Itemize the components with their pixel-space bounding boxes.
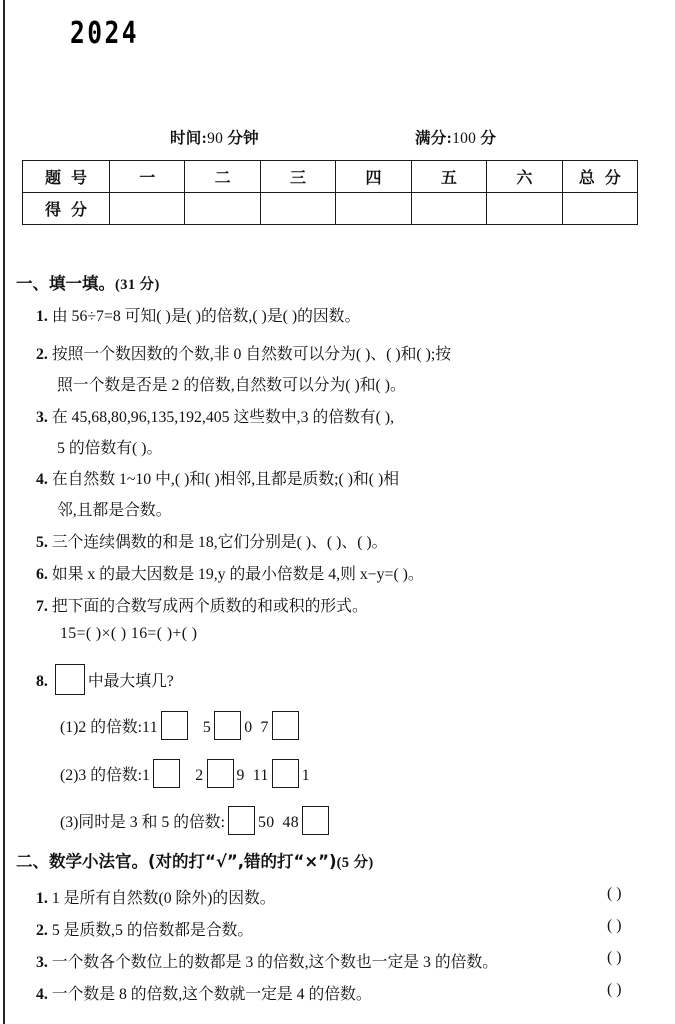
score-table-header-row: [23, 161, 638, 193]
score-table-col-6: 六: [487, 161, 562, 193]
q8-2-tok-1a: 1: [142, 767, 151, 784]
question-1-2-number: 2.: [36, 346, 48, 363]
section-2-rule: (对的打“√”,错的打“×”): [148, 852, 337, 871]
q8-2-box-3[interactable]: [272, 759, 299, 788]
q8-3-box-1[interactable]: [228, 806, 255, 835]
exam-full-score-label: 满分:: [415, 130, 453, 147]
exam-full-score-value: 100: [452, 130, 477, 147]
score-table-col-3: 三: [260, 161, 335, 193]
question-1-3-line-2: [57, 435, 162, 458]
question-1-3-text-line-1: 在 45,68,80,96,135,192,405 这些数中,3 的倍数有( ),: [51, 409, 395, 426]
question-1-8-sub-2: [60, 759, 310, 788]
question-1-3-line-1: [36, 404, 394, 427]
question-2-4-text: 一个数是 8 的倍数,这个数就一定是 4 的倍数。: [51, 986, 372, 1003]
question-1-6: [36, 561, 424, 584]
q8-2-tok-9: 9: [236, 767, 245, 784]
question-1-8-prompt-text: 中最大填几?: [87, 673, 174, 690]
question-1-8-sub-2-label: (2)3 的倍数:: [60, 767, 143, 784]
exam-meta-row: [0, 126, 675, 148]
score-table: [22, 160, 638, 225]
exam-duration-unit: 分钟: [227, 130, 259, 147]
q8-2-box-2[interactable]: [207, 759, 234, 788]
question-1-7-text-line-1: 把下面的合数写成两个质数的和或积的形式。: [51, 598, 368, 615]
q8-3-box-2[interactable]: [302, 806, 329, 835]
page-title-year: 2024: [70, 16, 140, 51]
q8-2-box-1[interactable]: [153, 759, 180, 788]
question-1-1: [36, 303, 360, 326]
question-2-2-answer-paren[interactable]: ( ): [607, 917, 622, 934]
question-1-8-answer-box[interactable]: [55, 664, 85, 695]
question-2-3-number: 3.: [36, 954, 48, 971]
score-table-col-4: 四: [336, 161, 411, 193]
section-1-title: 一、填一填。: [16, 274, 115, 293]
question-2-4: [36, 981, 372, 1004]
exam-duration-value: 90: [207, 130, 224, 147]
question-2-4-answer-paren[interactable]: ( ): [607, 981, 622, 998]
section-1-points: (31 分): [115, 277, 160, 293]
question-2-3: [36, 949, 498, 972]
question-2-1-answer-paren[interactable]: ( ): [607, 885, 622, 902]
question-1-2-line-1: [36, 341, 451, 364]
question-1-7-text-line-2: 15=( )×( ) 16=( )+( ): [60, 625, 198, 642]
question-1-8-number: 8.: [36, 673, 48, 690]
section-2-title: 二、数学小法官。: [16, 852, 148, 871]
score-table-col-1: 一: [110, 161, 185, 193]
q8-1-box-3[interactable]: [272, 711, 299, 740]
score-cell-5[interactable]: [411, 193, 486, 225]
exam-full-score-unit: 分: [480, 130, 497, 147]
question-2-2: [36, 917, 253, 940]
score-table-row-label-question: 题 号: [23, 161, 110, 193]
section-1-heading: [16, 270, 160, 294]
question-1-6-text: 如果 x 的最大因数是 19,y 的最小倍数是 4,则 x−y=( )。: [51, 566, 424, 583]
question-2-1-number: 1.: [36, 890, 48, 907]
q8-3-tok-50: 50: [257, 814, 275, 831]
question-2-1-text: 1 是所有自然数(0 除外)的因数。: [51, 890, 276, 907]
question-1-8-sub-3-label: (3)同时是 3 和 5 的倍数:: [60, 814, 225, 831]
question-1-2-text-line-1: 按照一个数因数的个数,非 0 自然数可以分为( )、( )和( );按: [51, 346, 452, 363]
q8-2-tok-2: 2: [195, 767, 204, 784]
score-cell-6[interactable]: [487, 193, 562, 225]
question-1-7-number: 7.: [36, 598, 48, 615]
question-1-1-text: 由 56÷7=8 可知( )是( )的倍数,( )是( )的因数。: [51, 308, 361, 325]
q8-2-tok-11: 11: [252, 767, 269, 784]
question-1-5-number: 5.: [36, 534, 48, 551]
question-1-2-line-2: [57, 372, 406, 395]
q8-3-tok-48: 48: [282, 814, 300, 831]
question-1-3-number: 3.: [36, 409, 48, 426]
question-1-8-sub-3: [60, 806, 332, 835]
question-1-5-text: 三个连续偶数的和是 18,它们分别是( )、( )、( )。: [51, 534, 388, 551]
q8-1-tok-7: 7: [260, 719, 269, 736]
question-2-4-number: 4.: [36, 986, 48, 1003]
q8-1-box-2[interactable]: [214, 711, 241, 740]
question-1-4-number: 4.: [36, 471, 48, 488]
question-2-3-text: 一个数各个数位上的数都是 3 的倍数,这个数也一定是 3 的倍数。: [51, 954, 499, 971]
question-1-7-line-2: [60, 625, 197, 643]
exam-duration-label: 时间:: [170, 130, 208, 147]
question-2-3-answer-paren[interactable]: ( ): [607, 949, 622, 966]
score-cell-4[interactable]: [336, 193, 411, 225]
question-2-2-text: 5 是质数,5 的倍数都是合数。: [51, 922, 254, 939]
exam-full-score: [415, 126, 496, 148]
section-2-points: (5 分): [336, 855, 374, 871]
question-1-4-line-1: [36, 466, 399, 489]
q8-1-tok-5: 5: [202, 719, 212, 736]
question-2-1: [36, 885, 276, 908]
q8-1-tok-0: 0: [244, 719, 253, 736]
question-1-8-sub-1-label: (1)2 的倍数:: [60, 719, 143, 736]
score-table-col-2: 二: [185, 161, 260, 193]
question-1-1-number: 1.: [36, 308, 48, 325]
section-2-heading: [16, 848, 374, 872]
question-1-3-text-line-2: 5 的倍数有( )。: [57, 440, 163, 457]
score-cell-total[interactable]: [562, 193, 637, 225]
score-cell-3[interactable]: [260, 193, 335, 225]
question-1-2-text-line-2: 照一个数是否是 2 的倍数,自然数可以分为( )和( )。: [57, 377, 406, 394]
question-1-7-line-1: [36, 593, 368, 616]
score-table-score-row: [23, 193, 638, 225]
score-cell-1[interactable]: [110, 193, 185, 225]
question-1-8-prompt: [36, 664, 174, 695]
q8-1-tok-11: 11: [142, 719, 159, 736]
score-table-row-label-score: 得 分: [23, 193, 110, 225]
score-table-col-total: 总 分: [562, 161, 637, 193]
question-1-5: [36, 529, 387, 552]
question-1-8-sub-1: [60, 711, 302, 740]
score-cell-2[interactable]: [185, 193, 260, 225]
question-1-6-number: 6.: [36, 566, 48, 583]
question-1-4-line-2: [57, 497, 172, 520]
question-1-4-text-line-1: 在自然数 1~10 中,( )和( )相邻,且都是质数;( )和( )相: [51, 471, 400, 488]
q8-1-box-1[interactable]: [161, 711, 188, 740]
exam-duration: [170, 126, 259, 148]
question-2-2-number: 2.: [36, 922, 48, 939]
question-1-4-text-line-2: 邻,且都是合数。: [57, 502, 172, 519]
score-table-col-5: 五: [411, 161, 486, 193]
q8-2-tok-1b: 1: [301, 767, 311, 784]
